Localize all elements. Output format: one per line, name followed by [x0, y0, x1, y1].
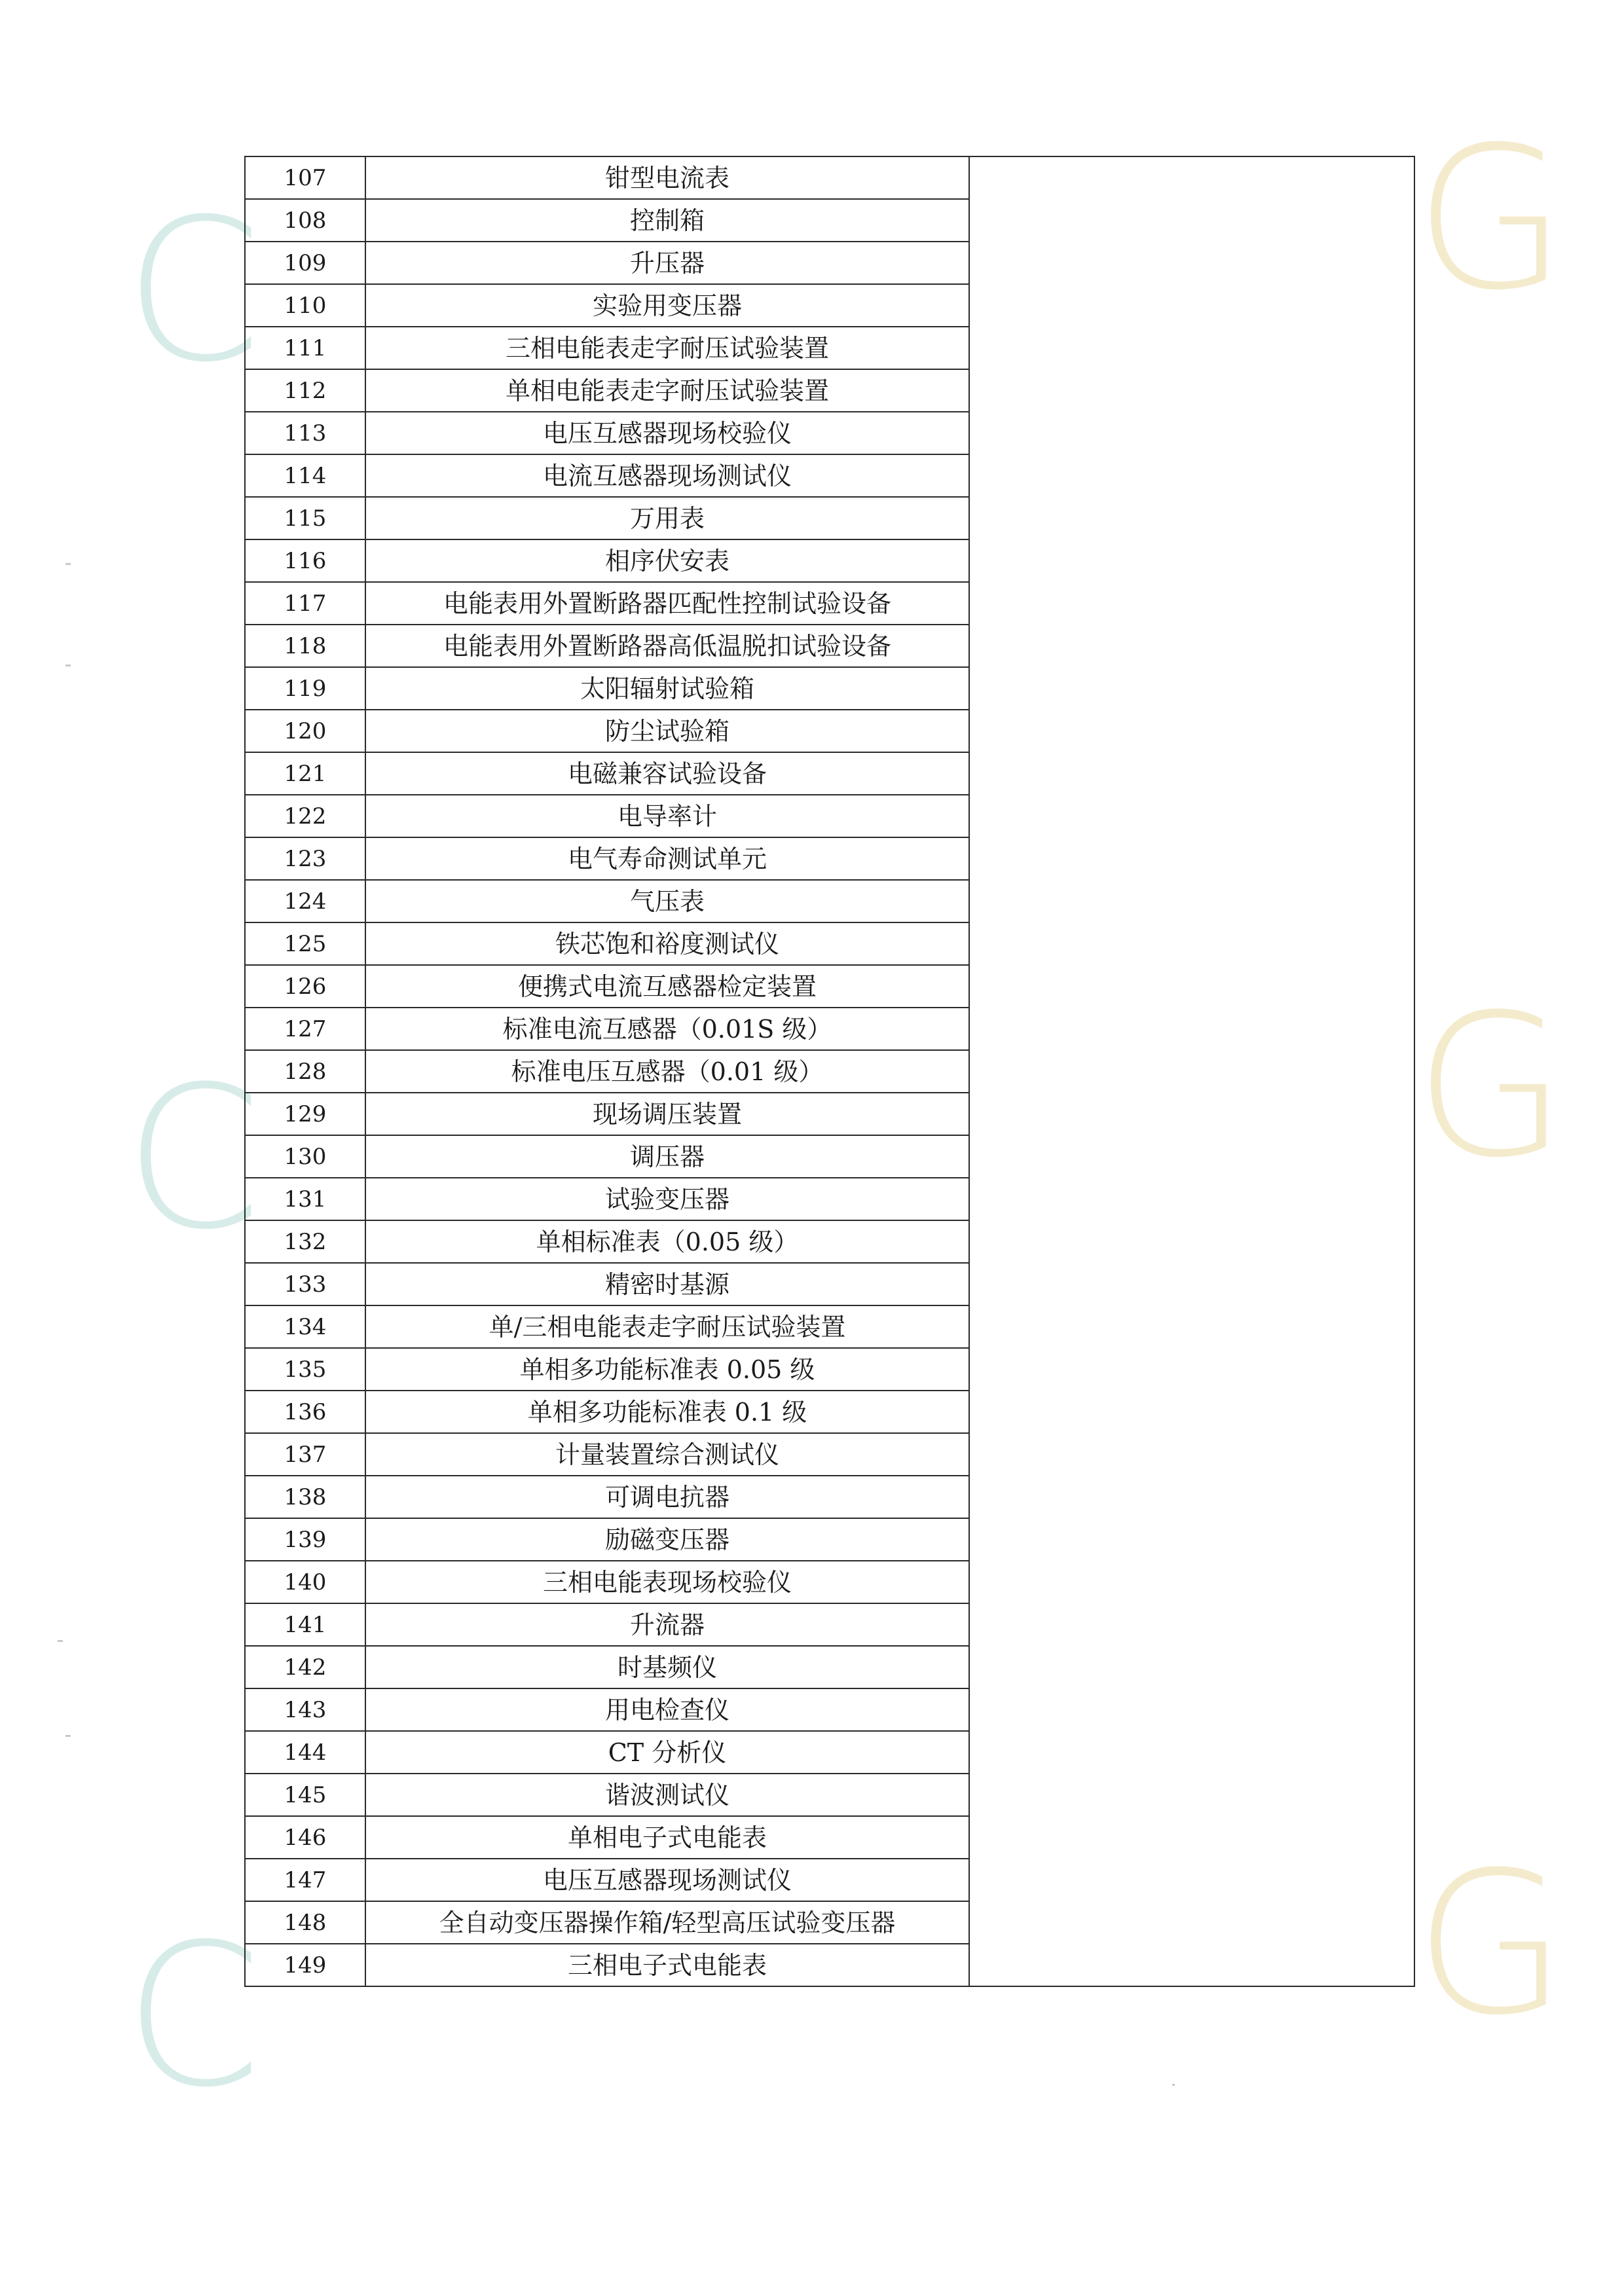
- equipment-name: 谐波测试仪: [365, 1774, 969, 1816]
- row-number: 139: [245, 1518, 365, 1561]
- row-number: 117: [245, 582, 365, 625]
- watermark-left-letter: C: [124, 1044, 262, 1273]
- scan-speck: [1172, 2084, 1175, 2086]
- equipment-name: 三相电能表现场校验仪: [365, 1561, 969, 1603]
- equipment-name: 全自动变压器操作箱/轻型高压试验变压器: [365, 1901, 969, 1944]
- equipment-name: 试验变压器: [365, 1178, 969, 1220]
- scan-speck: [65, 665, 71, 666]
- row-number: 110: [245, 284, 365, 327]
- row-number: 112: [245, 369, 365, 412]
- equipment-name: 单相多功能标准表 0.05 级: [365, 1348, 969, 1391]
- equipment-table: [244, 156, 1415, 1987]
- row-number: 138: [245, 1476, 365, 1518]
- row-number: 149: [245, 1944, 365, 1986]
- equipment-name: 标准电压互感器（0.01 级）: [365, 1050, 969, 1093]
- equipment-name: 用电检查仪: [365, 1688, 969, 1731]
- equipment-name: 计量装置综合测试仪: [365, 1433, 969, 1476]
- row-number: 122: [245, 795, 365, 837]
- equipment-name: 控制箱: [365, 199, 969, 242]
- row-number: 115: [245, 497, 365, 539]
- scan-speck: [65, 1735, 71, 1737]
- row-number: 123: [245, 837, 365, 880]
- row-number: 120: [245, 710, 365, 752]
- equipment-name: 单相电能表走字耐压试验装置: [365, 369, 969, 412]
- scan-speck: [65, 563, 71, 565]
- row-number: 132: [245, 1220, 365, 1263]
- row-number: 141: [245, 1603, 365, 1646]
- row-number: 135: [245, 1348, 365, 1391]
- equipment-name: 万用表: [365, 497, 969, 539]
- row-number: 116: [245, 539, 365, 582]
- equipment-name: 电气寿命测试单元: [365, 837, 969, 880]
- equipment-name: 相序伏安表: [365, 539, 969, 582]
- watermark-right-letter: G: [1414, 105, 1567, 333]
- row-number: 140: [245, 1561, 365, 1603]
- row-number: 113: [245, 412, 365, 454]
- equipment-name: 标准电流互感器（0.01S 级）: [365, 1008, 969, 1050]
- table-row: [245, 156, 1414, 199]
- equipment-name: 时基频仪: [365, 1646, 969, 1688]
- row-number: 127: [245, 1008, 365, 1050]
- watermark-right-letter: G: [1414, 972, 1567, 1201]
- equipment-name: 防尘试验箱: [365, 710, 969, 752]
- row-number: 126: [245, 965, 365, 1008]
- row-number: 148: [245, 1901, 365, 1944]
- watermark-left-letter: C: [124, 177, 262, 405]
- row-number: 129: [245, 1093, 365, 1135]
- row-number: 144: [245, 1731, 365, 1774]
- row-number: 137: [245, 1433, 365, 1476]
- equipment-name: 钳型电流表: [365, 156, 969, 199]
- watermark-right-letter: G: [1414, 1830, 1567, 2058]
- row-number: 114: [245, 454, 365, 497]
- row-number: 125: [245, 922, 365, 965]
- equipment-name: 铁芯饱和裕度测试仪: [365, 922, 969, 965]
- row-number: 133: [245, 1263, 365, 1305]
- row-number: 111: [245, 327, 365, 369]
- equipment-name: 励磁变压器: [365, 1518, 969, 1561]
- scan-speck: [58, 1640, 63, 1642]
- equipment-name: 升压器: [365, 242, 969, 284]
- equipment-name: 电磁兼容试验设备: [365, 752, 969, 795]
- equipment-name: 气压表: [365, 880, 969, 922]
- equipment-name: 电导率计: [365, 795, 969, 837]
- row-number: 136: [245, 1391, 365, 1433]
- equipment-name: 单相电子式电能表: [365, 1816, 969, 1859]
- row-number: 145: [245, 1774, 365, 1816]
- row-number: 147: [245, 1859, 365, 1901]
- equipment-name: 单相标准表（0.05 级）: [365, 1220, 969, 1263]
- equipment-name: 单/三相电能表走字耐压试验装置: [365, 1305, 969, 1348]
- row-number: 119: [245, 667, 365, 710]
- row-number: 134: [245, 1305, 365, 1348]
- row-number: 128: [245, 1050, 365, 1093]
- equipment-table-body: [245, 156, 1414, 1986]
- row-number: 124: [245, 880, 365, 922]
- equipment-name: 三相电能表走字耐压试验装置: [365, 327, 969, 369]
- row-number: 107: [245, 156, 365, 199]
- row-number: 142: [245, 1646, 365, 1688]
- row-number: 121: [245, 752, 365, 795]
- row-number: 109: [245, 242, 365, 284]
- row-number: 118: [245, 625, 365, 667]
- blank-merged-column: [969, 156, 1414, 1986]
- equipment-name: 电压互感器现场校验仪: [365, 412, 969, 454]
- equipment-name: 现场调压装置: [365, 1093, 969, 1135]
- equipment-name: 升流器: [365, 1603, 969, 1646]
- equipment-name: 电能表用外置断路器高低温脱扣试验设备: [365, 625, 969, 667]
- equipment-name: 电压互感器现场测试仪: [365, 1859, 969, 1901]
- equipment-name: 电流互感器现场测试仪: [365, 454, 969, 497]
- equipment-name: 三相电子式电能表: [365, 1944, 969, 1986]
- equipment-name: 单相多功能标准表 0.1 级: [365, 1391, 969, 1433]
- row-number: 143: [245, 1688, 365, 1731]
- row-number: 130: [245, 1135, 365, 1178]
- equipment-name: 电能表用外置断路器匹配性控制试验设备: [365, 582, 969, 625]
- row-number: 146: [245, 1816, 365, 1859]
- equipment-name: 精密时基源: [365, 1263, 969, 1305]
- row-number: 108: [245, 199, 365, 242]
- watermark-left-letter: C: [124, 1902, 262, 2130]
- equipment-name: 便携式电流互感器检定装置: [365, 965, 969, 1008]
- equipment-name: 太阳辐射试验箱: [365, 667, 969, 710]
- equipment-name: 可调电抗器: [365, 1476, 969, 1518]
- equipment-name: 实验用变压器: [365, 284, 969, 327]
- equipment-name: 调压器: [365, 1135, 969, 1178]
- equipment-name: CT 分析仪: [365, 1731, 969, 1774]
- row-number: 131: [245, 1178, 365, 1220]
